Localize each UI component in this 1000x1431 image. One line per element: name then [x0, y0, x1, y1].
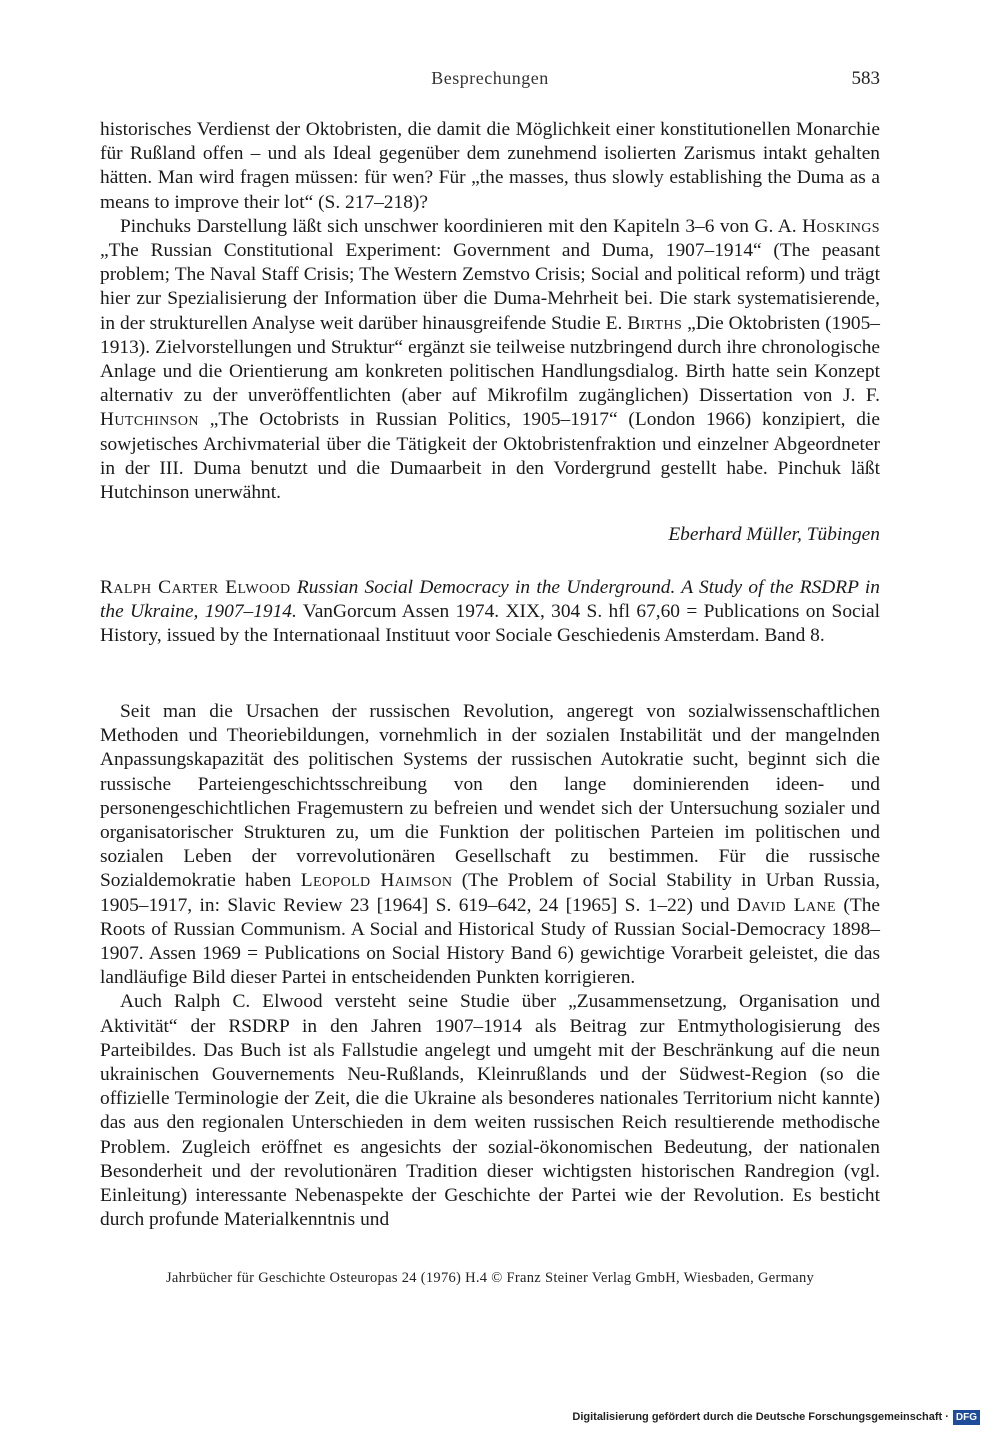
review-2-citation: [100, 576, 880, 649]
review-2-paragraph-1: Seit man die Ursachen der russischen Revolution, angeregt von sozialwissenschaftlichen Methoden und Theoriebildungen, vornehmlich in der sozialen Instabilität und der mangelnden Anpassungskapazität des politischen Systems der russischen Autokratie sucht, beginnt sich die russische Parteiengeschichtsschreibung von den lange dominierenden ideen- und personengeschichtlichen Fragemustern zu befreien und wendet sich der Untersuchung sozialer und organisatorischer Strukturen zu, um die Funktion der politischen Parteien im politischen und sozialen Leben der vorrevolutionären Gesellschaft zu bestimmen. Für die russische Sozialdemokratie haben Leopold Haimson (The Problem of Social Stability in Urban Russia, 1905–1917, in: Slavic Review 23 [1964] S. 619–642, 24 [1965] S. 1–22) und David Lane (The Roots of Russian Communism. A Social and Historical Study of Russian Social-Democracy 1898–1907. Assen 1969 = Publications on Social History Band 6) gewichtige Vorarbeit geleistet, die das landläufige Bild dieser Partei in entscheidenden Punkten korrigieren.: [100, 701, 880, 989]
reviewer-signature: Eberhard Müller, Tübingen: [668, 524, 880, 545]
author-name: David Lane: [736, 894, 836, 916]
digitization-text: Digitalisierung gefördert durch die Deutsche Forschungsgemeinschaft ·: [572, 1411, 949, 1423]
book-publication-details: VanGorcum Assen 1974. XIX, 304 S. hfl 67,60 = Publications on Social History, issued by the Internationaal Instituut voor Sociale Geschiedenis Amsterdam. Band 8.: [100, 601, 880, 647]
running-title: Besprechungen: [431, 68, 549, 88]
author-name: Hoskings: [802, 215, 880, 237]
review-1-paragraph-2: Pinchuks Darstellung läßt sich unschwer koordinieren mit den Kapiteln 3–6 von G. A. Hoskings „The Russian Constitutional Experiment: Government and Duma, 1907–1914“ (The peasant problem; The Naval Staff Crisis; The Western Zemstvo Crisis; Social and political reform) und trägt hier zur Spezialisierung der Information über die Duma-Mehrheit bei. Die stark systematisierende, in der strukturellen Analyse weit darüber hinausgreifende Studie E. Births „Die Oktobristen (1905–1913). Zielvorstellungen und Struktur“ ergänzt sie teilweise nutzbringend durch ihre chronologische Anlage und die Orientierung am konkreten politischen Handlungsdialog. Birth hatte sein Konzept alternativ zu der unveröffentlichten (aber auf Mikrofilm zugänglichen) Dissertation von J. F. Hutchinson „The Octobrists in Russian Politics, 1905–1917“ (London 1966) konzipiert, die sowjetisches Archivmaterial über die Tätigkeit der Oktobristenfraktion und einzelner Abgeordneter in der III. Duma benutzt und die Dumaarbeit in den Vordergrund gestellt habe. Pinchuk läßt Hutchinson unerwähnt.: [100, 215, 881, 504]
journal-footer: Jahrbücher für Geschichte Osteuropas 24 (1976) H.4 © Franz Steiner Verlag GmbH, Wiesbaden, Germany: [165, 1270, 815, 1286]
page-number: 583: [851, 68, 880, 89]
author-name: Hutchinson: [100, 409, 199, 431]
author-name: Births: [627, 312, 683, 334]
digitization-note: [572, 1409, 980, 1425]
review-2-body: [100, 700, 880, 1232]
author-name: Leopold Haimson: [300, 870, 453, 892]
review-1-paragraph-1: historisches Verdienst der Oktobristen, die damit die Möglichkeit einer konstitutionellen Monarchie für Rußland offen – und als Ideal gegenüber dem zunehmend isolierten Zarismus intakt gehalten hätten. Man wird fragen müssen: für wen? Für „the masses, thus slowly establishing the Duma as a means to improve their lot“ (S. 217–218)?: [100, 119, 880, 213]
running-header: [100, 68, 880, 98]
book-title: Russian Social Democracy in the Underground. A Study of the RSDRP in the Ukraine, 1907–1914.: [100, 577, 880, 623]
dfg-logo: DFG: [953, 1410, 980, 1425]
review-2-paragraph-2: Auch Ralph C. Elwood versteht seine Studie über „Zusammensetzung, Organisation und Aktivität“ der RSDRP in den Jahren 1907–1914 als Beitrag zur Entmythologisierung des Parteibildes. Das Buch ist als Fallstudie angelegt und umgeht mit der Beschränkung auf die neun ukrainischen Gouvernements Neu-Rußlands, Kleinrußlands und der Südwest-Region (so die offizielle Terminologie der Zeit, die die Ukraine als besonderes nationales Territorium nicht kannte) das aus den regionalen Unterschieden in dem weiten russischen Reich resultierende methodische Problem. Zugleich eröffnet es angesichts der sozial-ökonomischen Bedeutung, der nationalen Besonderheit und der revolutionären Tradition dieser wichtigsten historischen Randregion (vgl. Einleitung) interessante Nebenaspekte der Geschichte der Partei wie der Revolution. Es besticht durch profunde Materialkenntnis und: [100, 991, 880, 1231]
book-author: Ralph Carter Elwood: [100, 577, 291, 598]
review-1-continuation: [100, 118, 880, 505]
